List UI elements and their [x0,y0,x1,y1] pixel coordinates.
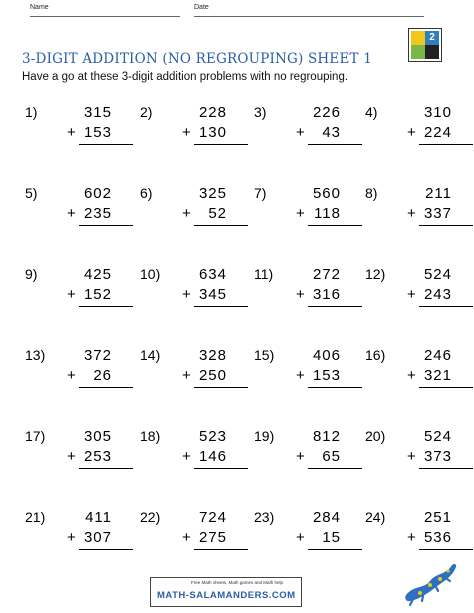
addend-top: 372 [83,347,112,364]
problem-number: 14) [140,347,161,363]
plus-sign: + [407,205,416,222]
answer-line [79,144,133,145]
problem-7 [254,185,362,245]
problem-number: 13) [25,347,46,363]
footer-logo-box [150,577,302,607]
problem-number: 3) [254,104,267,120]
answer-line [79,468,133,469]
problem-number: 6) [140,185,153,201]
addend-top: 602 [83,185,112,202]
addend-top: 524 [423,266,452,283]
problem-16 [365,347,473,407]
plus-sign: + [67,367,76,384]
plus-sign: + [67,205,76,222]
addend-top: 524 [423,428,452,445]
answer-line [79,549,133,550]
answer-line [419,225,473,226]
answer-line [194,549,248,550]
plus-sign: + [182,529,191,546]
problem-4 [365,104,473,164]
problem-number: 17) [25,428,46,444]
addend-bottom: 118 [314,205,341,222]
addend-top: 305 [83,428,112,445]
addend-bottom: 307 [83,529,112,546]
answer-line [79,387,133,388]
plus-sign: + [182,448,191,465]
problem-number: 21) [25,509,46,525]
problem-13 [25,347,133,407]
answer-line [419,387,473,388]
name-line [30,16,180,17]
answer-line [308,549,362,550]
plus-sign: + [182,286,191,303]
answer-line [79,306,133,307]
name-label: Name [30,4,49,11]
addend-top: 310 [423,104,452,121]
addend-bottom: 224 [423,124,452,141]
plus-sign: + [67,124,76,141]
salamander-icon [400,555,460,607]
problem-6 [140,185,248,245]
addend-bottom: 153 [312,367,341,384]
answer-line [308,306,362,307]
addend-top: 325 [198,185,227,202]
plus-sign: + [67,529,76,546]
addend-bottom: 253 [83,448,112,465]
addend-top: 634 [198,266,227,283]
addend-bottom: 373 [423,448,452,465]
addend-bottom: 153 [83,124,112,141]
addend-top: 211 [425,185,452,202]
plus-sign: + [407,529,416,546]
date-label: Date [194,4,209,11]
addend-top: 272 [312,266,341,283]
plus-sign: + [296,286,305,303]
answer-line [194,144,248,145]
math-salamanders-logo-icon [408,28,442,62]
answer-line [194,468,248,469]
problem-23 [254,509,362,569]
problem-number: 11) [254,266,274,282]
addend-top: 284 [312,509,341,526]
problem-2 [140,104,248,164]
addend-bottom: 243 [423,286,452,303]
problem-17 [25,428,133,488]
answer-line [308,144,362,145]
date-line [194,16,424,17]
answer-line [419,306,473,307]
answer-line [194,387,248,388]
addend-bottom: 345 [198,286,227,303]
problem-10 [140,266,248,326]
addend-top: 328 [198,347,227,364]
answer-line [308,387,362,388]
problem-number: 10) [140,266,161,282]
plus-sign: + [182,367,191,384]
problem-number: 1) [25,104,38,120]
problem-22 [140,509,248,569]
plus-sign: + [407,448,416,465]
addend-bottom: 321 [423,367,452,384]
plus-sign: + [296,367,305,384]
problem-number: 2) [140,104,153,120]
addend-bottom: 536 [423,529,452,546]
problem-number: 15) [254,347,275,363]
addend-top: 406 [312,347,341,364]
addend-bottom: 316 [312,286,341,303]
problem-12 [365,266,473,326]
answer-line [79,225,133,226]
answer-line [308,468,362,469]
addend-bottom: 43 [322,124,341,141]
addend-top: 523 [198,428,227,445]
answer-line [308,225,362,226]
addend-bottom: 235 [83,205,112,222]
problem-15 [254,347,362,407]
answer-line [419,468,473,469]
logo-dark-block [425,45,439,59]
problem-number: 23) [254,509,275,525]
addend-top: 251 [423,509,452,526]
problem-number: 5) [25,185,38,201]
addend-top: 246 [423,347,452,364]
logo-yellow-block [411,31,425,45]
addend-top: 724 [198,509,227,526]
problem-number: 18) [140,428,161,444]
addend-top: 226 [312,104,341,121]
worksheet-title: 3-DIGIT ADDITION (NO REGROUPING) SHEET 1 [22,51,372,67]
answer-line [419,549,473,550]
answer-line [194,306,248,307]
problem-8 [365,185,473,245]
addend-bottom: 275 [198,529,227,546]
problem-18 [140,428,248,488]
addend-bottom: 152 [83,286,112,303]
plus-sign: + [407,367,416,384]
plus-sign: + [296,529,305,546]
logo-badge: 2 [425,31,439,45]
problem-11 [254,266,362,326]
answer-line [419,144,473,145]
problem-number: 24) [365,509,386,525]
problem-19 [254,428,362,488]
addend-top: 425 [83,266,112,283]
problem-number: 8) [365,185,378,201]
problem-number: 16) [365,347,386,363]
problem-21 [25,509,133,569]
plus-sign: + [407,124,416,141]
plus-sign: + [296,124,305,141]
header-row [30,4,410,16]
problem-9 [25,266,133,326]
addend-bottom: 250 [198,367,227,384]
addend-bottom: 26 [93,367,112,384]
worksheet-instructions: Have a go at these 3-digit addition problems with no regrouping. [22,71,349,83]
problem-number: 9) [25,266,38,282]
problem-number: 19) [254,428,275,444]
problem-5 [25,185,133,245]
plus-sign: + [182,124,191,141]
plus-sign: + [67,448,76,465]
plus-sign: + [67,286,76,303]
problem-1 [25,104,133,164]
addend-top: 315 [83,104,112,121]
addend-bottom: 65 [322,448,341,465]
addend-top: 560 [312,185,341,202]
problem-number: 22) [140,509,161,525]
addend-top: 812 [312,428,341,445]
plus-sign: + [407,286,416,303]
problem-14 [140,347,248,407]
problem-number: 4) [365,104,378,120]
problem-20 [365,428,473,488]
addend-bottom: 146 [198,448,227,465]
footer-logo [150,577,300,607]
plus-sign: + [296,448,305,465]
problem-number: 7) [254,185,267,201]
problem-number: 12) [365,266,386,282]
footer-tagline: Free Math sheets, Math games and Math help [191,580,284,585]
footer-brand: MATH-SALAMANDERS.COM [157,590,296,601]
addend-top: 228 [198,104,227,121]
addend-bottom: 130 [198,124,227,141]
logo-green-block [411,45,425,59]
plus-sign: + [296,205,305,222]
plus-sign: + [182,205,191,222]
problem-number: 20) [365,428,386,444]
addend-bottom: 52 [208,205,227,222]
addend-bottom: 15 [322,529,341,546]
addend-top: 411 [85,509,112,526]
addend-bottom: 337 [423,205,452,222]
answer-line [194,225,248,226]
problem-3 [254,104,362,164]
